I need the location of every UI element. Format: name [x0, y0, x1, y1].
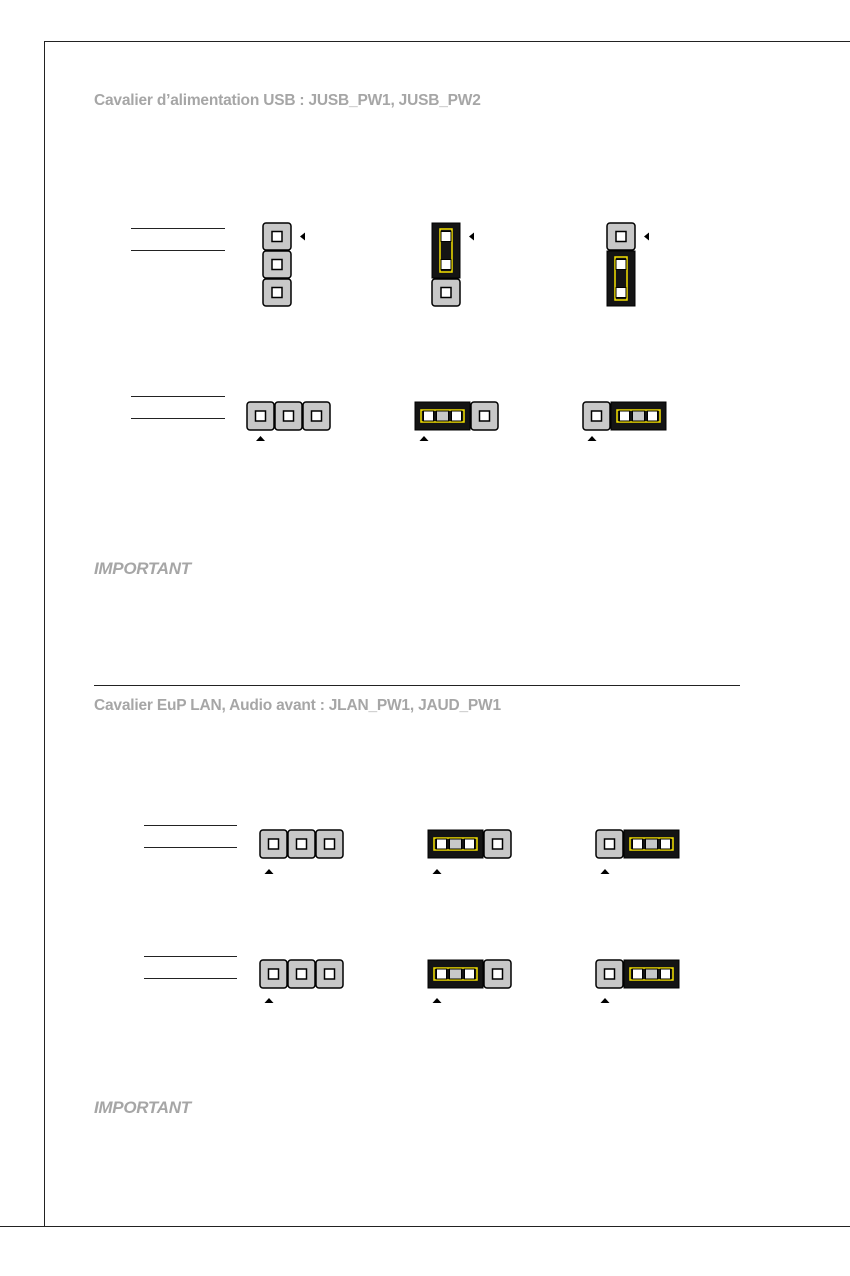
- usb-jumper-horizontal-cap-1-2: [414, 401, 504, 443]
- label-line: [131, 418, 225, 419]
- label-line: [131, 250, 225, 251]
- eup-lan-audio-jumper-heading: Cavalier EuP LAN, Audio avant : JLAN_PW1, JAUD_PW1: [94, 697, 501, 714]
- label-line: [131, 228, 225, 229]
- label-line: [144, 956, 237, 957]
- section-divider: [94, 685, 740, 686]
- page-frame-top: [44, 41, 850, 42]
- usb-power-jumper-heading: Cavalier d’alimentation USB : JUSB_PW1, JUSB_PW2: [94, 92, 481, 109]
- usb-jumper-vertical-open: [262, 222, 312, 308]
- usb-jumper-vertical-cap-1-2: [431, 222, 481, 308]
- usb-important-label: IMPORTANT: [94, 559, 191, 578]
- label-line: [144, 847, 237, 848]
- label-line: [131, 396, 225, 397]
- usb-jumper-horizontal-open: [246, 401, 336, 443]
- label-line: [144, 825, 237, 826]
- eup-important-label: IMPORTANT: [94, 1098, 191, 1117]
- lan-jumper-horizontal-open: [259, 829, 349, 871]
- label-line: [144, 978, 237, 979]
- lan-jumper-horizontal-cap-1-2: [427, 829, 517, 871]
- audio-jumper-horizontal-cap-2-3: [595, 959, 685, 1001]
- usb-jumper-horizontal-cap-2-3: [582, 401, 672, 443]
- usb-jumper-vertical-cap-2-3: [606, 222, 656, 308]
- page-frame-left: [44, 41, 45, 1227]
- page-frame-bottom: [0, 1226, 850, 1227]
- audio-jumper-horizontal-cap-1-2: [427, 959, 517, 1001]
- lan-jumper-horizontal-cap-2-3: [595, 829, 685, 871]
- audio-jumper-horizontal-open: [259, 959, 349, 1001]
